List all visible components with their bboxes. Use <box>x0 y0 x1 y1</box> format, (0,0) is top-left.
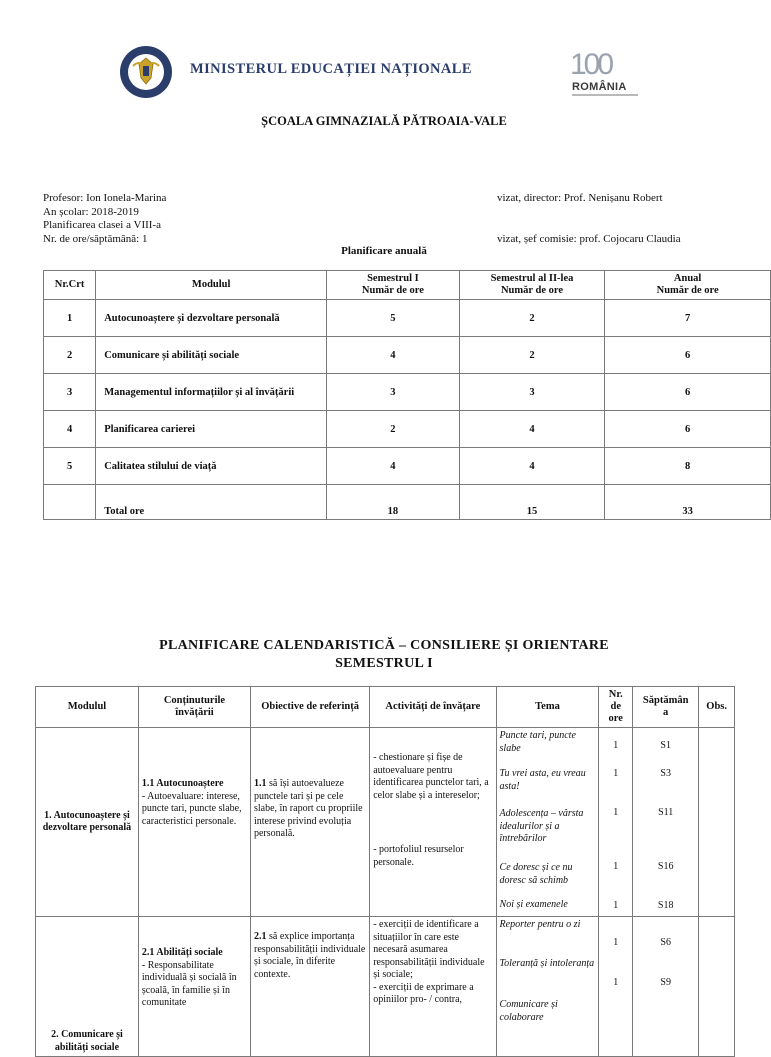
activity-1: - exerciții de identificare a situațiilor în care este necesară asumarea responsabilității individuale și sociale; <box>373 919 485 980</box>
row-modul: Managementul informațiilor și al învățării <box>96 374 327 411</box>
objective-number: 2.1 <box>253 931 267 942</box>
table-row <box>36 728 735 917</box>
header-anual <box>605 271 771 300</box>
header-sem1-sub: Număr de ore <box>361 285 424 296</box>
header-continut-1: Conținuturile <box>163 695 226 706</box>
header-nr-1: Nr. <box>608 689 623 700</box>
header-tema: Tema <box>496 687 599 728</box>
content-text: - Responsabilitate individuală și socială în școală, în familie și în comunitate <box>141 959 237 1008</box>
row-sem1: 4 <box>327 337 460 374</box>
activity-1: - chestionare și fișe de autoevaluare pentru identificarea punctelor tari, a celor slabe și a intereselor; <box>373 752 489 801</box>
total-row <box>44 485 771 520</box>
week-value: S11 <box>658 807 674 818</box>
row-sem1: 4 <box>327 448 460 485</box>
topic: Noi și examenele <box>499 899 568 910</box>
content-number: 1.1 <box>141 778 155 789</box>
annual-plan-table <box>43 270 771 520</box>
table-row <box>44 300 771 337</box>
hours-cell <box>599 728 633 917</box>
activities-cell <box>370 728 496 917</box>
row-nr: 4 <box>44 411 96 448</box>
header-nr: Nr.Crt <box>44 271 96 300</box>
topic: Ce doresc și ce nu doresc să schimb <box>499 862 573 886</box>
hours-value: 1 <box>613 900 619 911</box>
hours-value: 1 <box>613 740 619 751</box>
week-value: S6 <box>660 937 671 948</box>
objective-number: 1.1 <box>253 778 267 789</box>
activity-2: - exerciții de exprimare a opiniilor pro- / contra, <box>373 981 474 1005</box>
header-sem2-label: Semestrul al II-lea <box>490 273 574 284</box>
school-year: An școlar: 2018-2019 <box>43 205 139 218</box>
table-row <box>44 448 771 485</box>
header-nr-ore <box>599 687 633 728</box>
calendar-header-row <box>36 687 735 728</box>
objective-text: să își autoevalueze punctele tari și pe cele slabe, în raport cu propriile interese privind evoluția personală. <box>253 778 363 839</box>
module-name: 1. Autocunoaștere și dezvoltare personală <box>36 728 139 917</box>
calendar-plan-table <box>35 686 735 1057</box>
topic: Tu vrei asta, eu vreau asta! <box>499 768 586 792</box>
hours-per-week: Nr. de ore/săptămână: 1 <box>43 232 148 245</box>
header-modul: Modulul <box>36 687 139 728</box>
week-cell <box>633 917 699 1057</box>
row-nr: 5 <box>44 448 96 485</box>
class-planning: Planificarea clasei a VIII-a <box>43 219 161 231</box>
content-number: 2.1 <box>141 947 155 958</box>
row-sem2: 2 <box>459 337 605 374</box>
week-value: S1 <box>660 740 671 751</box>
topic: Toleranță și intoleranța <box>499 958 595 969</box>
row-anual: 7 <box>605 300 771 337</box>
activity-2: - portofoliul resurselor personale. <box>373 844 464 868</box>
hours-value: 1 <box>613 767 619 779</box>
header-sapt-2: a <box>663 707 669 718</box>
header-continut <box>138 687 250 728</box>
total-anual: 33 <box>605 485 771 520</box>
school-name: ȘCOALA GIMNAZIALĂ PĂTROAIA-VALE <box>261 114 507 128</box>
header-sem2-sub: Număr de ore <box>500 285 563 296</box>
topic: Comunicare și colaborare <box>499 999 558 1023</box>
topic: Reporter pentru o zi <box>499 919 581 930</box>
header-sapt-1: Săptămân <box>642 695 689 706</box>
header-nr-2: de <box>610 701 621 712</box>
row-sem2: 4 <box>459 448 605 485</box>
table-row <box>44 374 771 411</box>
header-saptamana <box>633 687 699 728</box>
hours-value: 1 <box>613 860 619 872</box>
row-nr: 3 <box>44 374 96 411</box>
teacher-info <box>43 192 166 246</box>
week-value: S16 <box>657 860 674 872</box>
header-obiective: Obiective de referință <box>250 687 369 728</box>
document-header <box>0 40 768 110</box>
objective-cell <box>250 917 369 1057</box>
row-modul: Autocunoaștere și dezvoltare personală <box>96 300 327 337</box>
total-nr-empty <box>44 485 96 520</box>
government-crest-icon <box>113 44 179 100</box>
hours-value: 1 <box>613 807 619 818</box>
centenary-label: ROMÂNIA <box>572 81 627 93</box>
row-nr: 2 <box>44 337 96 374</box>
calendar-title: PLANIFICARE CALENDARISTICĂ – CONSILIERE ȘI ORIENTARE <box>159 638 609 653</box>
semester-title: SEMESTRUL I <box>335 656 433 671</box>
week-value: S18 <box>657 900 674 911</box>
header-modul: Modulul <box>96 271 327 300</box>
header-sem1 <box>327 271 460 300</box>
committee-approval: vizat, șef comisie: prof. Cojocaru Claudia <box>497 233 681 245</box>
obs-cell <box>699 917 735 1057</box>
centenary-underline <box>572 94 638 96</box>
topics-cell <box>496 917 599 1057</box>
table-row <box>36 917 735 1057</box>
row-sem2: 3 <box>459 374 605 411</box>
row-nr: 1 <box>44 300 96 337</box>
table-header-row <box>44 271 771 300</box>
header-anual-label: Anual <box>673 273 702 284</box>
row-anual: 6 <box>605 337 771 374</box>
content-cell <box>138 728 250 917</box>
hours-value: 1 <box>613 976 619 988</box>
content-title: Abilități sociale <box>154 947 223 958</box>
annual-plan-title: Planificare anuală <box>341 245 427 257</box>
header-sem2 <box>459 271 605 300</box>
content-title: Autocunoaștere <box>154 778 224 789</box>
activities-cell <box>370 917 496 1057</box>
objective-cell <box>250 728 369 917</box>
director-approval: vizat, director: Prof. Nenișanu Robert <box>497 192 663 204</box>
header-sem1-label: Semestrul I <box>367 273 419 284</box>
obs-cell <box>699 728 735 917</box>
module-name: 2. Comunicare și abilități sociale <box>36 917 139 1057</box>
row-sem1: 2 <box>327 411 460 448</box>
row-sem2: 4 <box>459 411 605 448</box>
centenary-logo <box>568 42 643 98</box>
row-modul: Calitatea stilului de viață <box>96 448 327 485</box>
row-anual: 6 <box>605 374 771 411</box>
week-cell <box>633 728 699 917</box>
header-anual-sub: Număr de ore <box>656 285 719 296</box>
teacher-name: Profesor: Ion Ionela-Marina <box>43 192 167 204</box>
row-sem1: 3 <box>327 374 460 411</box>
ministry-name: MINISTERUL EDUCAȚIEI NAȚIONALE <box>190 61 472 77</box>
row-sem1: 5 <box>327 300 460 337</box>
total-sem2: 15 <box>459 485 605 520</box>
row-modul: Planificarea carierei <box>96 411 327 448</box>
total-label: Total ore <box>96 485 327 520</box>
table-row <box>44 411 771 448</box>
header-activitati: Activități de învățare <box>370 687 496 728</box>
week-value: S3 <box>660 767 671 779</box>
total-sem1: 18 <box>327 485 460 520</box>
topics-cell <box>496 728 599 917</box>
hours-value: 1 <box>613 937 619 948</box>
row-anual: 8 <box>605 448 771 485</box>
table-row <box>44 337 771 374</box>
row-modul: Comunicare și abilități sociale <box>96 337 327 374</box>
content-cell <box>138 917 250 1057</box>
content-text: - Autoevaluare: interese, puncte tari, puncte slabe, caracteristici personale. <box>141 790 242 827</box>
week-value: S9 <box>660 976 671 988</box>
row-anual: 6 <box>605 411 771 448</box>
hours-cell <box>599 917 633 1057</box>
header-nr-3: ore <box>608 713 623 724</box>
row-sem2: 2 <box>459 300 605 337</box>
header-continut-2: învățării <box>175 707 214 718</box>
centenary-number: 100 <box>570 48 612 81</box>
header-obs: Obs. <box>699 687 735 728</box>
topic: Adolescența – vârsta idealurilor și a întrebărilor <box>499 808 584 844</box>
topic: Puncte tari, puncte slabe <box>499 730 576 754</box>
objective-text: să explice importanța responsabilității individuale și sociale, în diferite contexte. <box>253 931 366 980</box>
